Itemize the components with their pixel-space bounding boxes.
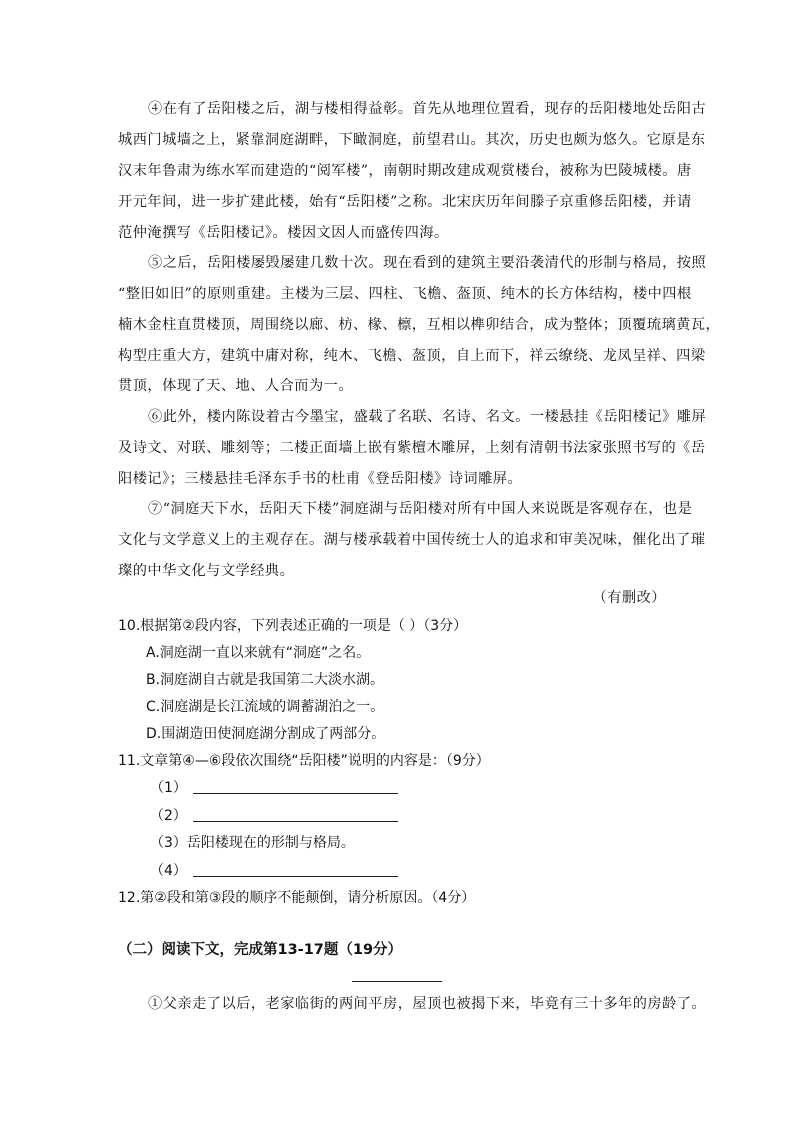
q11-item-3: （3）岳阳楼现在的形制与格局。 bbox=[150, 835, 355, 851]
answer-blank-2[interactable] bbox=[193, 807, 398, 822]
p5-line-3: 楠木金柱直贯楼顶，周围绕以廊、枋、椽、檩，互相以榫卯结合，成为整体；顶覆琉璃黄瓦， bbox=[118, 317, 721, 333]
p7-line-1: ⑦“洞庭天下水，岳阳天下楼”洞庭湖与岳阳楼对所有中国人来说既是客观存在，也是 bbox=[148, 501, 693, 517]
p6-line-3: 阳楼记》；三楼悬挂毛泽东手书的杜甫《登岳阳楼》诗词雕屏。 bbox=[118, 471, 523, 487]
answer-blank-1[interactable] bbox=[193, 779, 398, 794]
p6-line-2: 及诗文、对联、雕刻等；二楼正面墙上嵌有紫檀木雕屏，上刻有清朝书法家张照书写的《岳 bbox=[118, 440, 706, 456]
q11-item-4-label: （4） bbox=[150, 863, 187, 879]
section-2-title: （二）阅读下文，完成第13-17题（19分） bbox=[118, 942, 403, 958]
p5-line-4: 构型庄重大方，建筑中庸对称，纯木、飞檐、盔顶，自上而下，祥云缭绕、龙凤呈祥、四梁 bbox=[118, 348, 706, 364]
q11-item-1-label: （1） bbox=[150, 780, 187, 796]
p5-line-1: ⑤之后，岳阳楼屡毁屡建几数十次。现在看到的建筑主要沿袭清代的形制与格局，按照 bbox=[148, 255, 707, 271]
q11-item-2 bbox=[150, 806, 398, 826]
p4-line-1: ④在有了岳阳楼之后，湖与楼相得益彰。首先从地理位置看，现存的岳阳楼地处岳阳古 bbox=[148, 101, 707, 117]
q11-item-4 bbox=[150, 861, 398, 881]
q11-stem: 11.文章第④—⑥段依次围绕“岳阳楼”说明的内容是：（9分） bbox=[118, 753, 490, 769]
p5-line-2: “整旧如旧”的原则重建。主楼为三层、四柱、飞檐、盔顶、纯木的长方体结构，楼中四根 bbox=[118, 286, 692, 302]
q10-option-c: C.洞庭湖是长江流域的调蓄湖泊之一。 bbox=[146, 699, 385, 715]
p5-line-5: 贯顶，体现了天、地、人合而为一。 bbox=[118, 378, 354, 394]
p7-line-3: 璨的中华文化与文学经典。 bbox=[118, 563, 295, 579]
p4-line-2: 城西门城墙之上，紧靠洞庭湖畔，下瞰洞庭，前望君山。其次，历史也颇为悠久。它原是东 bbox=[118, 132, 706, 148]
title-underline bbox=[352, 981, 442, 982]
answer-blank-4[interactable] bbox=[193, 862, 398, 877]
q10-stem: 10.根据第②段内容，下列表述正确的一项是（ ）（3分） bbox=[118, 618, 468, 634]
p7-line-2: 文化与文学意义上的主观存在。湖与楼承载着中国传统士人的追求和审美况味，催化出了璀 bbox=[118, 532, 706, 548]
source-note: （有删改） bbox=[592, 590, 666, 606]
p4-line-4: 开元年间，进一步扩建此楼，始有“岳阳楼”之称。北宋庆历年间滕子京重修岳阳楼，并请 bbox=[118, 194, 692, 210]
p4-line-5: 范仲淹撰写《岳阳楼记》。楼因文因人而盛传四海。 bbox=[118, 225, 449, 241]
q10-option-a: A.洞庭湖一直以来就有“洞庭”之名。 bbox=[146, 645, 371, 661]
p6-line-1: ⑥此外，楼内陈设着古今墨宝，盛载了名联、名诗、名文。一楼悬挂《岳阳楼记》雕屏 bbox=[148, 409, 707, 425]
q12-stem: 12.第②段和第③段的顺序不能颠倒，请分析原因。（4分） bbox=[118, 890, 476, 906]
section-2-p1: ①父亲走了以后，老家临街的两间平房，屋顶也被揭下来，毕竟有三十多年的房龄了。 bbox=[148, 996, 707, 1012]
p4-line-3: 汉末年鲁肃为练水军而建造的“阅军楼”，南朝时期改建成观赏楼台，被称为巴陵城楼。唐 bbox=[118, 163, 692, 179]
q10-option-b: B.洞庭湖自古就是我国第二大淡水湖。 bbox=[146, 672, 385, 688]
q11-item-1 bbox=[150, 778, 398, 798]
q11-item-2-label: （2） bbox=[150, 808, 187, 824]
q10-option-d: D.围湖造田使洞庭湖分割成了两部分。 bbox=[146, 726, 386, 742]
